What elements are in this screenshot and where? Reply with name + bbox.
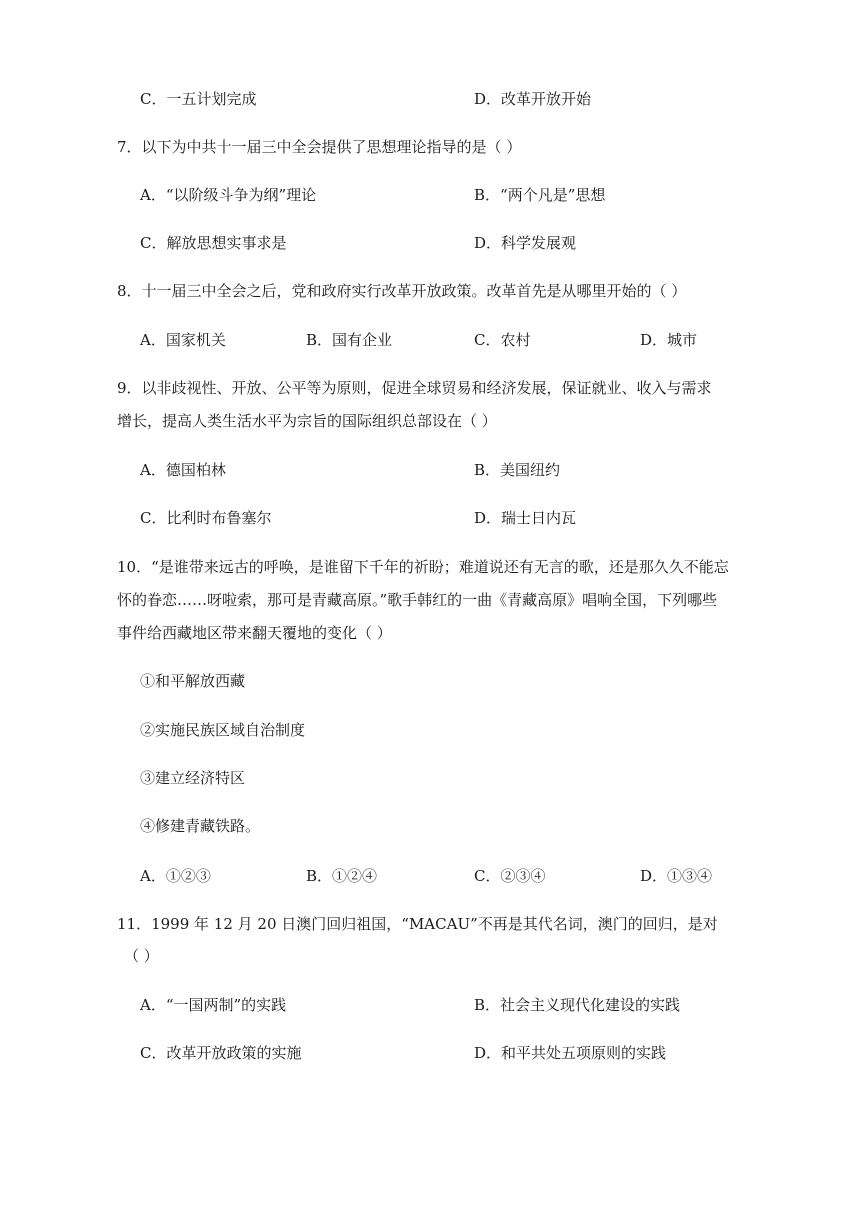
q8-stem: 8．十一届三中全会之后，党和政府实行改革开放政策。改革首先是从哪里开始的（ ）: [117, 282, 687, 300]
q9-stem-line2: 增长，提高人类生活水平为宗旨的国际组织总部设在（ ）: [117, 412, 497, 430]
q8-option-a: A．国家机关: [140, 331, 226, 349]
q10-option-c: C．②③④: [474, 867, 546, 885]
q7-option-b: B．“两个凡是”思想: [474, 186, 606, 204]
q7-option-d: D．科学发展观: [474, 234, 577, 252]
q10-item-4: ④修建青藏铁路。: [140, 817, 261, 835]
q7-option-a: A．“以阶级斗争为纲”理论: [140, 186, 317, 204]
q11-option-d: D．和平共处五项原则的实践: [474, 1044, 667, 1062]
q10-option-b: B．①②④: [306, 867, 378, 885]
q10-item-2: ②实施民族区域自治制度: [140, 721, 306, 739]
q9-stem-line1: 9．以非歧视性、开放、公平等为原则，促进全球贸易和经济发展，保证就业、收入与需求: [117, 379, 712, 397]
q8-option-b: B．国有企业: [306, 331, 393, 349]
q6-option-d: D．改革开放开始: [474, 90, 592, 108]
q11-option-c: C．改革开放政策的实施: [140, 1044, 302, 1062]
q9-option-a: A．德国柏林: [140, 461, 226, 479]
q8-option-c: C．农村: [474, 331, 531, 349]
q9-option-d: D．瑞士日内瓦: [474, 509, 577, 527]
q10-stem-line3: 事件给西藏地区带来翻天覆地的变化（ ）: [117, 624, 392, 642]
q7-stem: 7．以下为中共十一届三中全会提供了思想理论指导的是（ ）: [117, 138, 522, 156]
q11-option-b: B．社会主义现代化建设的实践: [474, 996, 681, 1014]
q9-option-b: B．美国纽约: [474, 461, 561, 479]
q11-stem-line1: 11．1999 年 12 月 20 日澳门回归祖国，“MACAU”不再是其代名词，澳门的回归，是对: [117, 915, 718, 933]
q10-item-1: ①和平解放西藏: [140, 672, 246, 690]
q11-option-a: A．“一国两制”的实践: [140, 996, 287, 1014]
q10-option-a: A．①②③: [140, 867, 211, 885]
q10-stem-line2: 怀的眷恋……呀啦索，那可是青藏高原。”歌手韩红的一曲《青藏高原》唱响全国，下列哪些: [117, 591, 718, 609]
q8-option-d: D．城市: [640, 331, 698, 349]
q9-option-c: C．比利时布鲁塞尔: [140, 509, 272, 527]
q10-stem-line1: 10．“是谁带来远古的呼唤，是谁留下千年的祈盼；难道说还有无言的歌，还是那久久不能忘: [117, 558, 729, 576]
q10-option-d: D．①③④: [640, 867, 713, 885]
q7-option-c: C．解放思想实事求是: [140, 234, 287, 252]
q6-option-c: C．一五计划完成: [140, 90, 257, 108]
q11-stem-line2: （ ）: [124, 947, 159, 965]
q10-item-3: ③建立经济特区: [140, 769, 246, 787]
